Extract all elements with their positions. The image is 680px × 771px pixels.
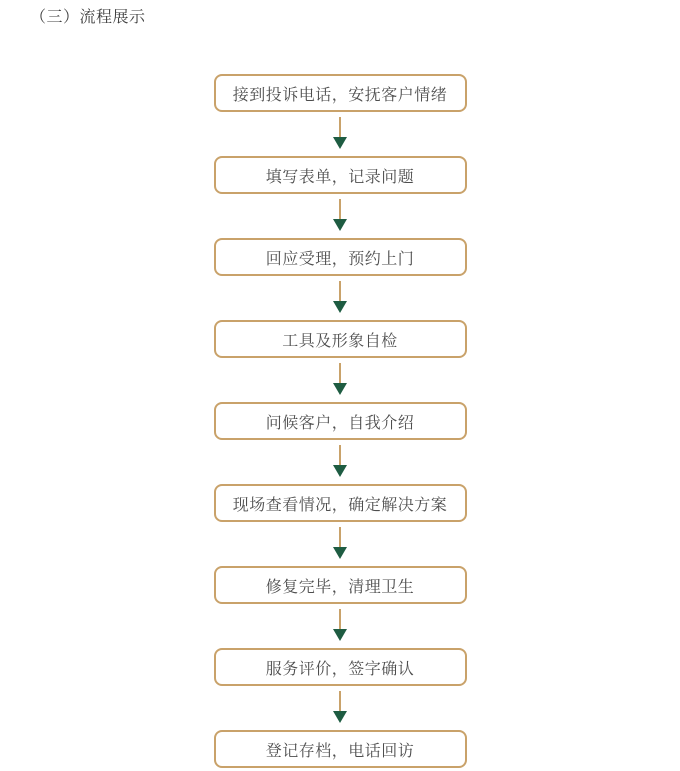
arrow-stem (339, 117, 341, 137)
arrow-head (333, 137, 347, 149)
arrow-head (333, 629, 347, 641)
flow-step (214, 320, 467, 402)
section-title: （三）流程展示 (30, 9, 146, 26)
arrow-head (333, 711, 347, 723)
flow-step-box (214, 238, 467, 276)
arrow-stem (339, 199, 341, 219)
down-arrow-icon (333, 194, 347, 238)
arrow-head (333, 301, 347, 313)
flow-step (214, 402, 467, 484)
down-arrow-icon (333, 358, 347, 402)
flow-step-label: 现场查看情况，确定解决方案 (232, 496, 448, 514)
flow-step-box (214, 74, 467, 112)
flow-step (214, 484, 467, 566)
flow-step (214, 566, 467, 648)
flow-step-label: 填写表单，记录问题 (265, 168, 415, 186)
process-flowchart (0, 74, 680, 768)
flow-step-label: 服务评价，签字确认 (265, 660, 415, 678)
flow-step-box (214, 484, 467, 522)
flow-step-label: 问候客户，自我介绍 (265, 414, 415, 432)
flow-step-label: 修复完毕，清理卫生 (265, 578, 415, 596)
flow-step-box (214, 566, 467, 604)
arrow-stem (339, 281, 341, 301)
down-arrow-icon (333, 112, 347, 156)
down-arrow-icon (333, 276, 347, 320)
arrow-stem (339, 445, 341, 465)
flow-step (214, 74, 467, 156)
down-arrow-icon (333, 440, 347, 484)
flow-step (214, 156, 467, 238)
flow-step-box (214, 402, 467, 440)
flow-step (214, 648, 467, 730)
flow-step-box (214, 648, 467, 686)
flow-step-box (214, 156, 467, 194)
flow-step (214, 238, 467, 320)
flow-step (214, 730, 467, 768)
arrow-head (333, 383, 347, 395)
flow-step-label: 回应受理，预约上门 (265, 250, 415, 268)
arrow-stem (339, 691, 341, 711)
flow-step-box (214, 730, 467, 768)
arrow-head (333, 219, 347, 231)
down-arrow-icon (333, 686, 347, 730)
flow-step-label: 登记存档，电话回访 (265, 742, 415, 760)
arrow-stem (339, 609, 341, 629)
flow-step-box (214, 320, 467, 358)
down-arrow-icon (333, 522, 347, 566)
arrow-head (333, 465, 347, 477)
arrow-head (333, 547, 347, 559)
arrow-stem (339, 527, 341, 547)
flow-step-label: 工具及形象自检 (282, 332, 398, 350)
flow-step-label: 接到投诉电话，安抚客户情绪 (232, 86, 448, 104)
down-arrow-icon (333, 604, 347, 648)
arrow-stem (339, 363, 341, 383)
